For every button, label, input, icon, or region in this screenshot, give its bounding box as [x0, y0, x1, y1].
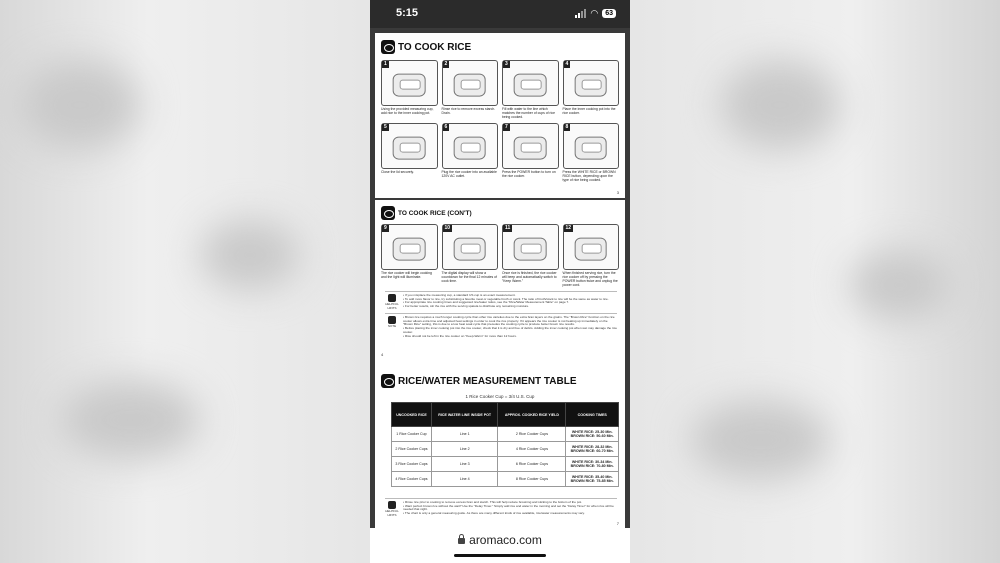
note-item: • If you misplace the measuring cup, a standard US cup is an exact measurement.: [403, 294, 609, 298]
step-caption: Fill with water to the line which matches the number of cups of rice being cooked.: [502, 107, 555, 119]
note-item: • For better results, stir the rice with the serving spatula to distribute any remaining moisture.: [403, 305, 609, 309]
note-block: [385, 291, 617, 310]
blurred-background-right: [630, 0, 1000, 563]
step-number: 5: [384, 124, 387, 130]
step-illustration: [442, 123, 499, 169]
steps-grid: [381, 60, 619, 182]
step-caption: Close the lid securely.: [381, 170, 414, 174]
wifi-icon: ◠: [590, 8, 599, 18]
status-bar: [370, 0, 630, 28]
table-row: [392, 427, 619, 442]
note-item: • To add more flavor to rice, try substituting a favorite meat or vegetable broth or stock. The ratio of broth/stock to rice will be the same as water to rice.: [403, 298, 609, 302]
brown-rice-time: BROWN RICE: 50-60 Min.: [570, 434, 614, 438]
step-number: 1: [384, 61, 387, 67]
step-caption: Place the inner cooking pot into the rice cooker.: [562, 107, 616, 115]
table-cell: 8 Rice Cooker Cups: [498, 472, 566, 487]
page-title: TO COOK RICE (CON'T): [398, 209, 472, 217]
step-caption: Press the WHITE RICE or BROWN RICE button, depending upon the type of rice being cooked.: [562, 170, 616, 182]
rice-cooker-illustration: [514, 238, 547, 261]
step-illustration: [563, 224, 620, 270]
rice-water-table: [391, 402, 619, 487]
home-indicator[interactable]: [454, 554, 546, 557]
manual-page-to-cook-rice: [375, 33, 625, 198]
step-3: [502, 60, 559, 119]
document-viewer[interactable]: [370, 28, 630, 528]
note-label: NOTE: [387, 324, 397, 328]
note-item: • Rinse rice prior to cooking to remove excess bran and starch. This will help reduce browning and sticking to the bottom of the pot.: [403, 501, 617, 505]
page-number: 7: [616, 521, 619, 526]
step-caption: Plug the rice cooker into an available 120V AC outlet.: [441, 170, 497, 178]
url-text: aromaco.com: [469, 533, 542, 547]
battery-icon: 63: [602, 9, 616, 18]
table-cell: [566, 442, 619, 457]
step-9: [381, 224, 438, 283]
table-header: APPROX. COOKED RICE YIELD: [498, 403, 566, 427]
step-caption: Using the provided measuring cup, add rice to the inner cooking pot.: [381, 107, 434, 115]
step-illustration: [381, 123, 438, 169]
step-caption: The rice cooker will begin cooking and the light will illuminate.: [381, 271, 432, 279]
step-illustration: [442, 224, 499, 270]
table-row: [392, 457, 619, 472]
rice-cooker-illustration: [393, 238, 426, 261]
hint-icon: [388, 294, 396, 302]
page-title: TO COOK RICE: [398, 41, 472, 53]
note-item: • Brown rice requires a much longer cooking cycle than other rice varieties due to the extra bran layers on the grains. The "Brown Rice" function on the rice cooker allows extra time and adjusted heat settings in order to cook the rice properly. If it appears the rice cooker is not heating up immediately on the "Brown Rice" setting, this is due to a low heat soak cycle that precedes the cooking cycle to produce better brown rice results.: [403, 316, 617, 327]
step-number: 3: [505, 61, 508, 67]
step-illustration: [442, 60, 499, 106]
phone-screen: [370, 0, 630, 563]
step-caption: The digital display will show a countdown for the final 12 minutes of cook time.: [441, 271, 497, 283]
white-rice-time: WHITE RICE: 25-30 Min.: [571, 430, 613, 434]
white-rice-time: WHITE RICE: 28-32 Min.: [571, 445, 613, 449]
page-number: 3: [616, 190, 619, 195]
steps-grid: [381, 224, 619, 287]
step-illustration: [563, 60, 620, 106]
step-illustration: [563, 123, 620, 169]
rice-cooker-illustration: [514, 74, 547, 97]
table-header: UNCOOKED RICE: [392, 403, 432, 427]
step-illustration: [381, 60, 438, 106]
page-title: RICE/WATER MEASUREMENT TABLE: [398, 375, 577, 387]
step-number: 8: [565, 124, 569, 130]
note-item: • For appropriate rice cooking times and suggested rice/water ratios, see the "Rice/Water Measurement Table" on page 7.: [403, 301, 609, 305]
rice-cooker-illustration: [514, 137, 547, 160]
table-cell: 1 Rice Cooker Cup: [392, 427, 432, 442]
table-cell: 6 Rice Cooker Cups: [498, 457, 566, 472]
blurred-background-left: [0, 0, 370, 563]
step-number: 11: [505, 225, 511, 231]
rice-cooker-illustration: [393, 74, 426, 97]
rice-cooker-illustration: [453, 238, 486, 261]
step-8: [563, 123, 620, 182]
step-number: 6: [444, 124, 448, 130]
rice-cooker-illustration: [393, 137, 426, 160]
step-10: [442, 224, 499, 283]
lock-icon: [458, 538, 465, 544]
table-cell: [566, 427, 619, 442]
rice-cooker-icon: [381, 40, 395, 54]
note-block: [385, 313, 617, 338]
brown-rice-time: BROWN RICE: 75-85 Min.: [570, 479, 614, 483]
rice-cooker-illustration: [574, 74, 607, 97]
step-number: 2: [444, 61, 448, 67]
notes-section: [385, 291, 617, 341]
step-caption: When finished serving rice, turn the rice cooker off by pressing the POWER button twice and unplug the power cord.: [562, 271, 618, 287]
step-caption: Once rice is finished, the rice cooker will beep and automatically switch to "Keep Warm.": [502, 271, 557, 283]
rice-cooker-illustration: [574, 238, 607, 261]
step-number: 7: [505, 124, 508, 130]
step-caption: Rinse rice to remove excess starch. Drain.: [441, 107, 496, 115]
table-cell: 2 Rice Cooker Cups: [498, 427, 566, 442]
table-header: COOKING TIMES: [566, 403, 619, 427]
brown-rice-time: BROWN RICE: 70-80 Min.: [570, 464, 614, 468]
step-illustration: [502, 123, 559, 169]
note-label: HELPFUL HINTS: [385, 509, 399, 517]
table-row: [392, 472, 619, 487]
note-item: • Rice should not be left in the rice cooker on "Keep-Warm" for more than 12 hours.: [403, 335, 617, 339]
step-number: 10: [444, 225, 451, 231]
table-cell: Line 1: [431, 427, 498, 442]
step-illustration: [381, 224, 438, 270]
table-cell: [566, 472, 619, 487]
step-2: [442, 60, 499, 119]
table-cell: 4 Rice Cooker Cups: [392, 472, 432, 487]
step-1: [381, 60, 438, 119]
table-cell: 4 Rice Cooker Cups: [498, 442, 566, 457]
page-subtitle: 1 Rice Cooker Cup = 3/4 U.S. Cup: [465, 394, 535, 399]
step-7: [502, 123, 559, 182]
table-row: [392, 442, 619, 457]
manual-page-measurement-table: [375, 366, 625, 530]
rice-cooker-icon: [381, 206, 395, 220]
note-item: • Before placing the inner cooking pot into the rice cooker, check that it is dry and free of debris. Adding the inner cooking pot when wet may damage the rice cooker.: [403, 327, 617, 334]
notes-section: [385, 498, 617, 520]
hint-icon: [388, 316, 396, 324]
brown-rice-time: BROWN RICE: 60-70 Min.: [570, 449, 614, 453]
white-rice-time: WHITE RICE: 30-34 Min.: [571, 460, 613, 464]
step-illustration: [502, 60, 559, 106]
status-time: 5:15: [396, 7, 419, 19]
cellular-signal-icon: [575, 9, 586, 18]
step-number: 12: [565, 225, 572, 231]
table-cell: Line 2: [431, 442, 498, 457]
hint-icon: [388, 501, 396, 509]
step-6: [442, 123, 499, 182]
table-cell: [566, 457, 619, 472]
step-illustration: [502, 224, 559, 270]
rice-cooker-illustration: [453, 137, 486, 160]
note-block: [385, 498, 617, 517]
note-item: • Want perfect brown rice without the wait? Use the "Delay Timer." Simply add rice and water in the morning and set the "Delay Timer" for when rice will be needed that night.: [403, 505, 617, 512]
manual-page-to-cook-rice-cont: [375, 200, 625, 390]
step-5: [381, 123, 438, 182]
note-label: HELPFUL HINTS: [385, 302, 399, 310]
table-cell: 3 Rice Cooker Cups: [392, 457, 432, 472]
browser-address-bar[interactable]: [370, 528, 630, 563]
step-number: 9: [384, 225, 387, 231]
step-11: [502, 224, 559, 283]
white-rice-time: WHITE RICE: 35-40 Min.: [571, 475, 613, 479]
rice-cooker-icon: [381, 374, 395, 388]
table-cell: 2 Rice Cooker Cups: [392, 442, 432, 457]
table-cell: Line 4: [431, 472, 498, 487]
step-12: [562, 224, 620, 287]
step-caption: Press the POWER button to turn on the rice cooker.: [502, 170, 556, 178]
rice-cooker-illustration: [574, 137, 607, 160]
note-item: • The chart is only a general measuring guide. As there are many different kinds of rice available, rice/water measurements may vary.: [403, 512, 617, 516]
page-number: 4: [381, 352, 384, 357]
table-cell: Line 3: [431, 457, 498, 472]
rice-cooker-illustration: [453, 74, 486, 97]
step-4: [563, 60, 620, 119]
table-header: RICE WATER LINE INSIDE POT: [431, 403, 498, 427]
step-number: 4: [565, 61, 569, 67]
